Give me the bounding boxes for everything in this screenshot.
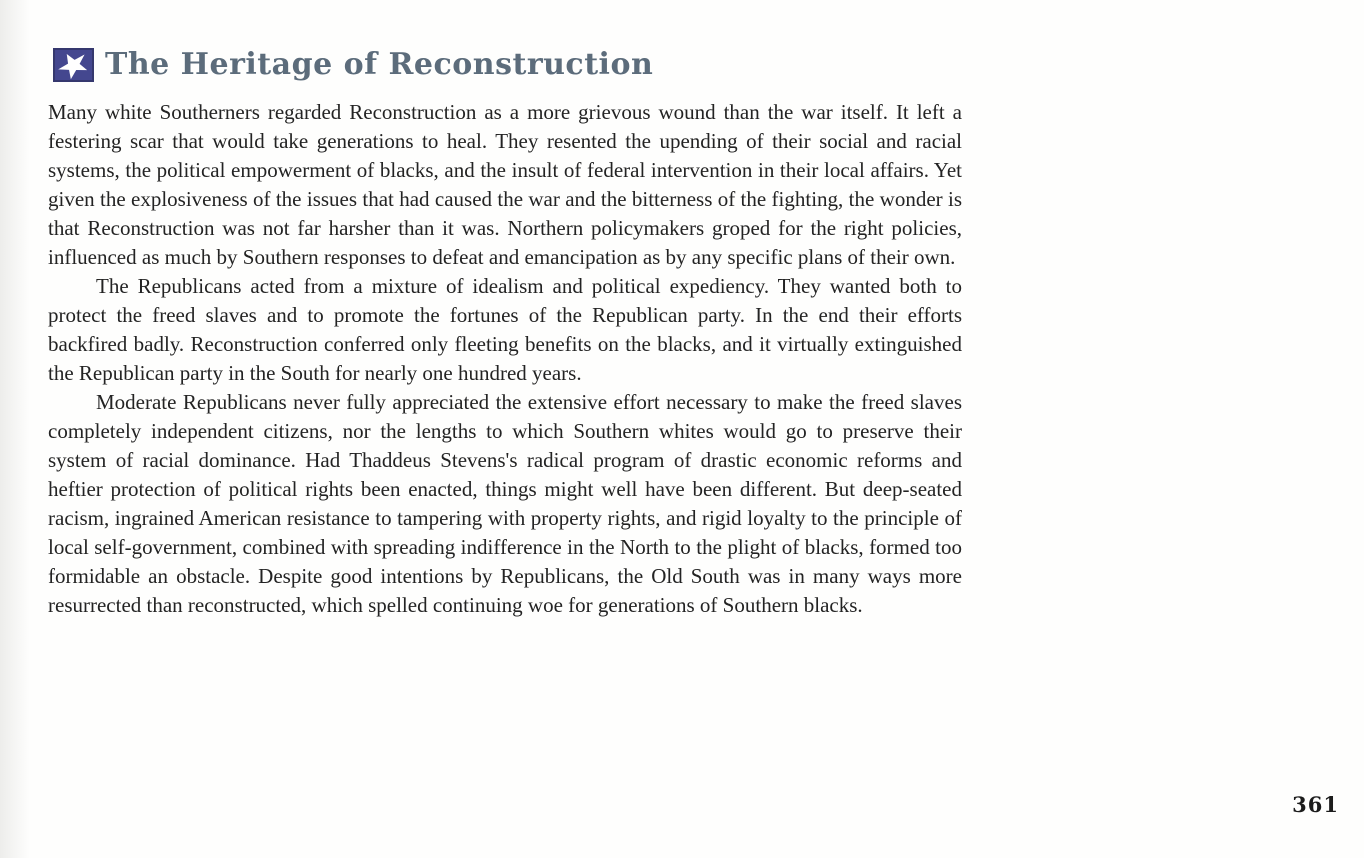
section-title: The Heritage of Reconstruction xyxy=(105,47,654,82)
page-number: 361 xyxy=(1292,792,1339,817)
paragraph-3: Moderate Republicans never fully appreciated the extensive effort necessary to make the freed slaves completely independent citizens, nor the lengths to which Southern whites would go to preserve their system of racial dominance. Had Thaddeus Stevens's radical program of drastic economic reforms and heftier protection of political rights been enacted, things might well have been different. But deep-seated racism, ingrained American resistance to tampering with property rights, and rigid loyalty to the principle of local self-government, combined with spreading indifference in the North to the plight of blacks, formed too formidable an obstacle. Despite good intentions by Republicans, the Old South was in many ways more resurrected than reconstructed, which spelled continuing woe for generations of Southern blacks. xyxy=(48,390,962,617)
section-heading xyxy=(53,48,653,82)
article-body xyxy=(48,98,962,620)
paragraph-1: Many white Southerners regarded Reconstruction as a more grievous wound than the war itself. It left a festering scar that would take generations to heal. They resented the upending of their social and racial systems, the political empowerment of blacks, and the insult of federal intervention in their local affairs. Yet given the explosiveness of the issues that had caused the war and the bitterness of the fighting, the wonder is that Reconstruction was not far harsher than it was. Northern policymakers groped for the right policies, influenced as much by Southern responses to defeat and emancipation as by any specific plans of their own. xyxy=(48,100,962,269)
page-edge-shading xyxy=(0,0,30,858)
star-icon xyxy=(53,48,94,82)
paragraph-2: The Republicans acted from a mixture of idealism and political expediency. They wanted both to protect the freed slaves and to promote the fortunes of the Republican party. In the end their efforts backfired badly. Reconstruction conferred only fleeting benefits on the blacks, and it virtually extinguished the Republican party in the South for nearly one hundred years. xyxy=(48,274,962,385)
